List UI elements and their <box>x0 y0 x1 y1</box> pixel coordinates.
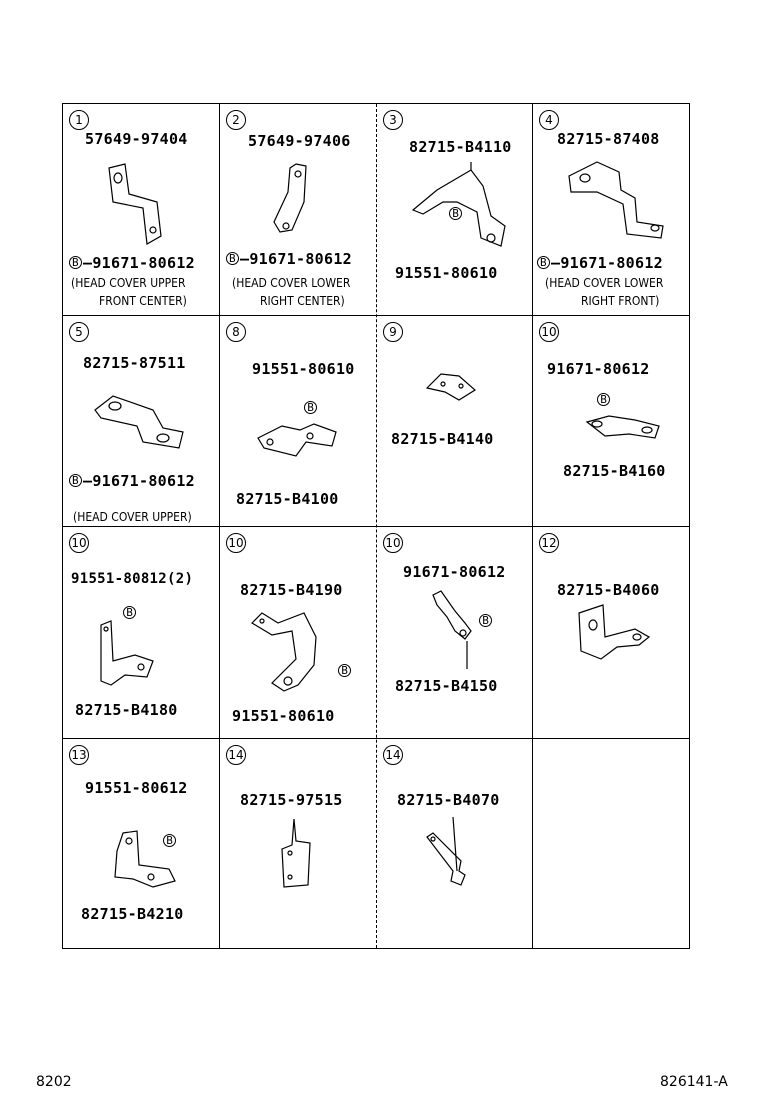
b-mark: B <box>338 664 351 677</box>
item-number: 12 <box>539 533 559 553</box>
item-number: 9 <box>383 322 403 342</box>
note-line: (HEAD COVER UPPER <box>71 276 186 290</box>
part-number: 82715-B4100 <box>236 490 339 508</box>
item-number: 14 <box>383 745 403 765</box>
part-number: 82715-B4160 <box>563 462 666 480</box>
cell-empty <box>533 739 691 950</box>
part-number: 82715-87511 <box>83 354 186 372</box>
bracket-drawing <box>270 162 330 242</box>
cell-5: 5 82715-87511 B –91671-80612 (HEAD COVER UPPER) <box>63 316 219 526</box>
cell-10b <box>63 527 219 738</box>
bracket-drawing <box>567 162 667 242</box>
part-number: 57649-97406 <box>248 132 351 150</box>
part-number: 82715-87408 <box>557 130 660 148</box>
b-mark: B <box>537 256 550 269</box>
item-number: 8 <box>226 322 246 342</box>
part-number: 82715-B4150 <box>395 677 498 695</box>
part-number: 82715-B4190 <box>240 581 343 599</box>
item-number: 1 <box>69 110 89 130</box>
cell-14a <box>220 739 376 950</box>
part-number: 57649-97404 <box>85 130 188 148</box>
item-number: 4 <box>539 110 559 130</box>
cell-9 <box>377 316 532 526</box>
cell-13 <box>63 739 219 950</box>
fastener-number: 91551-80610 <box>395 264 498 282</box>
item-number: 2 <box>226 110 246 130</box>
cell-10c <box>220 527 376 738</box>
bracket-drawing <box>103 827 183 897</box>
b-mark: B <box>69 256 82 269</box>
fastener-number: 91551-80812(2) <box>71 571 194 587</box>
bracket-drawing <box>577 603 657 673</box>
item-number: 13 <box>69 745 89 765</box>
part-number: 82715-B4210 <box>81 905 184 923</box>
item-number: 10 <box>226 533 246 553</box>
fastener-number: 91671-80612 <box>403 563 506 581</box>
fastener-number: 91671-80612 <box>547 360 650 378</box>
bracket-drawing <box>413 162 513 252</box>
part-number: 82715-B4060 <box>557 581 660 599</box>
bracket-drawing <box>585 412 665 452</box>
fastener-number: 91671-80612 <box>560 254 663 272</box>
item-number: 10 <box>539 322 559 342</box>
note-line: RIGHT FRONT) <box>581 294 660 308</box>
cell-14b <box>377 739 532 950</box>
bracket-drawing <box>103 164 173 254</box>
b-mark: B <box>449 207 462 220</box>
cell-12 <box>533 527 691 738</box>
b-mark: B <box>304 401 317 414</box>
bracket-drawing <box>278 815 328 895</box>
bracket-drawing <box>250 609 340 699</box>
fastener-number: 91551-80610 <box>232 707 335 725</box>
note-line: (HEAD COVER UPPER) <box>73 510 192 524</box>
b-mark: B <box>123 606 136 619</box>
bracket-drawing <box>427 591 487 671</box>
part-number: 82715-B4140 <box>391 430 494 448</box>
part-number: 82715-B4070 <box>397 791 500 809</box>
item-number: 5 <box>69 322 89 342</box>
fastener-number: 91671-80612 <box>92 472 195 490</box>
item-number: 10 <box>383 533 403 553</box>
b-mark: B <box>597 393 610 406</box>
part-number: 82715-B4180 <box>75 701 178 719</box>
note-line: (HEAD COVER LOWER <box>545 276 664 290</box>
part-number: 82715-B4110 <box>409 138 512 156</box>
fastener-number: 91551-80612 <box>85 779 188 797</box>
cell-3 <box>377 104 532 315</box>
bracket-drawing <box>97 617 167 697</box>
fastener-number: 91671-80612 <box>249 250 352 268</box>
fastener-number: 91551-80610 <box>252 360 355 378</box>
item-number: 10 <box>69 533 89 553</box>
cell-2: 2 57649-97406 B –91671-80612 (HEAD COVER LOWER RIGHT CENTER) <box>220 104 376 315</box>
note-line: RIGHT CENTER) <box>260 294 345 308</box>
footer-left-code: 8202 <box>36 1074 72 1090</box>
note-line: (HEAD COVER LOWER <box>232 276 351 290</box>
b-mark: B <box>69 474 82 487</box>
b-mark: B <box>226 252 239 265</box>
footer-right-code: 826141-A <box>660 1074 728 1090</box>
note-line: FRONT CENTER) <box>99 294 187 308</box>
b-mark: B <box>163 834 176 847</box>
cell-10a <box>533 316 691 526</box>
bracket-drawing <box>93 388 193 458</box>
cell-1: 1 57649-97404 B –91671-80612 (HEAD COVER UPPER FRONT CENTER) <box>63 104 219 315</box>
bracket-drawing <box>423 813 483 903</box>
cell-8 <box>220 316 376 526</box>
cell-4: 4 82715-87408 B –91671-80612 (HEAD COVER LOWER RIGHT FRONT) <box>533 104 691 315</box>
bracket-drawing <box>256 416 346 476</box>
parts-grid <box>62 103 690 949</box>
b-mark: B <box>479 614 492 627</box>
fastener-number: 91671-80612 <box>92 254 195 272</box>
item-number: 3 <box>383 110 403 130</box>
item-number: 14 <box>226 745 246 765</box>
bracket-drawing <box>425 370 485 410</box>
cell-10d <box>377 527 532 738</box>
part-number: 82715-97515 <box>240 791 343 809</box>
